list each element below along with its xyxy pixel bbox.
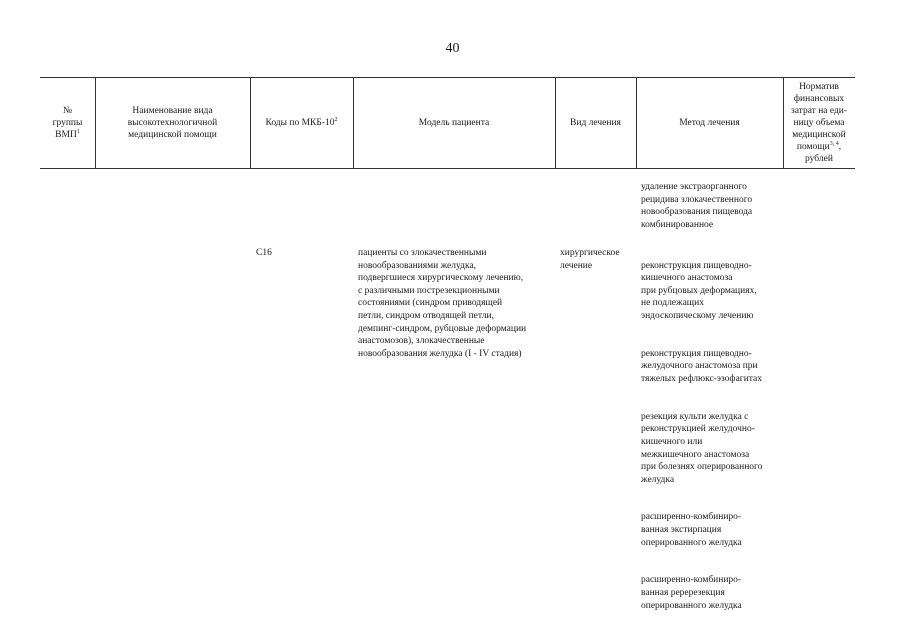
header-cost-norm-label: Норматив финансовых затрат на еди- ницу объема медицинской помощи	[790, 82, 848, 152]
header-treatment-type-label: Вид лечения	[570, 118, 621, 128]
header-patient-model-label: Модель пациента	[418, 118, 490, 128]
method-item: реконструкция пищеводно- кишечного анастомоза при рубцовых деформациях, не подлежащих эндоскопическому лечению	[641, 260, 757, 321]
header-treatment-method-label: Метод лечения	[679, 118, 740, 128]
header-cost-norm	[783, 77, 855, 169]
footnote-mark: 3, 4	[829, 140, 839, 147]
header-treatment-method	[636, 77, 783, 169]
header-icd-codes-label: Коды по МКБ-10	[265, 118, 335, 128]
page-number: 40	[445, 41, 460, 56]
treatment-type-cell: хирургическое лечение	[560, 248, 620, 271]
method-item: расширенно-комбиниро- ванная реререзекция оперированного желудка	[641, 575, 742, 611]
header-cost-norm-unit: , рублей	[805, 142, 842, 164]
method-cell	[641, 247, 787, 625]
footnote-mark: 1	[76, 128, 80, 135]
footnote-mark: 2	[334, 116, 338, 123]
patient-model-cell: пациенты со злокачественными новообразованиями желудка, подвергшиеся хирургическому лечению, с различными пострезекционными состояниями (синдром приводящей петли, синдром отводящей петли, демпинг-синдром, рубцовые деформации анастомозов), злокачественные новообразования желудка (I - IV стадия)	[358, 248, 527, 359]
icd-code-cell: C16	[256, 248, 272, 258]
header-icd-codes	[250, 77, 353, 169]
method-item: реконструкция пищеводно- желудочного анастомоза при тяжелых рефлюкс-эзофагитах	[641, 348, 763, 384]
header-group-number	[40, 77, 95, 169]
method-item: расширенно-комбиниро- ванная экстирпация оперированного желудка	[641, 512, 742, 548]
method-cell-continued: удаление экстраорганного рецидива злокачественного новообразования пищевода комбинированное	[641, 182, 753, 230]
header-care-type	[95, 77, 250, 169]
header-care-type-label: Наименование вида высокотехнологичной медицинской помощи	[127, 106, 218, 140]
header-patient-model	[353, 77, 555, 169]
header-treatment-type	[555, 77, 636, 169]
method-item: резекция культи желудка с реконструкцией желудочно- кишечного или межкишечного анастомоза при болезнях оперированного желудка	[641, 411, 763, 485]
header-group-number-label: № группы ВМП	[52, 106, 83, 140]
